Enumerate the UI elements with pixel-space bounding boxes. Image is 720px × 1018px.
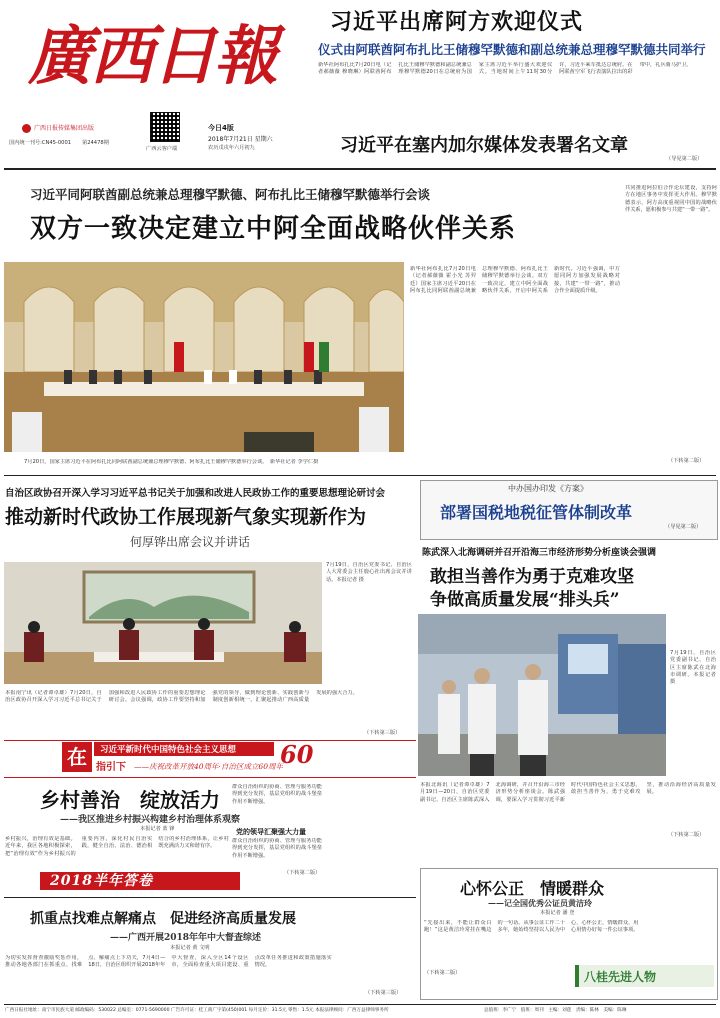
lead-headline: 双方一致决定建立中阿全面战略伙伴关系 [30, 214, 517, 244]
footer-rule [4, 1004, 716, 1005]
top-subhead: 仪式由阿联酋阿布扎比王储穆罕默德和副总统兼总理穆罕默德共同举行 [318, 42, 706, 57]
heart-byline: 本报记者 潘 登 [540, 910, 575, 916]
column-banner-text: 习近平新时代中国特色社会主义思想 [100, 745, 237, 755]
zx-more: （下转第三版） [364, 730, 401, 736]
column-badge: 在 [62, 742, 92, 772]
page-count: 今日4版 [208, 124, 234, 132]
newspaper-logo: 廣西日報 [28, 19, 276, 94]
series-label: 八桂先进人物 [584, 970, 657, 984]
zx-photo [4, 562, 322, 684]
app-label: 广西云客户端 [146, 146, 178, 152]
heart-headline: 心怀公正 情暖群众 [460, 879, 605, 898]
econ-byline: 本报记者 黄 文明 [170, 945, 210, 951]
divider [4, 475, 716, 476]
chen-headline-1: 敢担当善作为勇于克难攻坚 [430, 567, 634, 587]
village-byline: 本报记者 蓝 锋 [140, 826, 175, 832]
divider [4, 168, 716, 170]
chen-body: 本报北海讯（记者谭卓雄）7月19日—20日，自治区党委副书记、自治区主席陈武深入北海调研，并召开沿海三市经济形势分析座谈会。陈武强调，要深入学习贯彻习近平新时代中国特色社会主义思想，敢担当善作为，勇于克难攻坚，推动沿海经济高质量发展。 [420, 782, 716, 803]
heart-subhead: ——记全国优秀公证员黄洁玲 [488, 898, 592, 908]
lead-kicker: 习近平同阿联酋副总统兼总理穆罕默德、阿布扎比王储穆罕默德举行会谈 [30, 187, 431, 202]
lead-side: 共同推进阿拉伯合作论坛建设，支持阿方在地区事务中发挥更大作用。穆罕默德表示，阿方高度重视同中国的战略伙伴关系，愿积极参与共建“一带一路”。 [625, 185, 717, 213]
chen-kicker: 陈武深入北海调研并召开沿海三市经济形势分析座谈会强调 [422, 548, 657, 558]
footer-right: 总值班：李广宁 值班：周刊 主编：刘莲 责编：陈林 美编：陈琳 [484, 1008, 627, 1013]
village-right-more-body: 群众自治组织的协商、管理与服务功能得到充分发挥，基层党组织的战斗堡垒作用不断增强。 [232, 838, 322, 859]
heart-body: “先接出来，不能让群众白跑！”这是黄洁玲常挂在嘴边的一句话。从事公证工作二十多年，她始终坚持以人民为中心，心怀公正，情暖群众，用心用情办好每一件公证事项。 [424, 920, 639, 934]
divider [4, 897, 416, 898]
chen-more: （下转第二版） [668, 832, 705, 838]
econ-headline: 抓重点找难点解痛点 促进经济高质量发展 [30, 911, 296, 927]
village-body: 乡村振兴，治理有效是基础。近年来，我区各地积极探索，把“治理有效”作为乡村振兴的重要内容，深化村民自治实践，健全自治、法治、德治相结合的乡村治理体系，让乡村既充满活力又和谐有序。 [5, 836, 229, 857]
econ-subhead: ——广西开展2018年年中大督查综述 [110, 933, 262, 943]
zx-caption: 7月19日，自治区党委书记、自治区人大常委会主任鹿心社出席会议并讲话。本报记者 摄 [326, 562, 412, 583]
village-more: （下转第二版） [284, 870, 321, 876]
zx-kicker: 自治区政协召开深入学习习近平总书记关于加强和改进人民政协工作的重要思想理论研讨会 [5, 488, 386, 499]
village-right-head: 党的领导汇聚强大力量 [236, 828, 306, 836]
lead-more: （下转第二版） [668, 458, 705, 464]
village-subhead: ——我区推进乡村振兴构建乡村治理体系观察 [60, 815, 241, 825]
econ-more: （下转第三版） [365, 990, 402, 996]
top-body: 新华社阿布扎比7月20日电（记者郝薇薇 穆晓琳）阿联酋阿布扎比王储穆罕默德和副总统兼总理穆罕默德20日在总统府为国家主席习近平举行盛大欢迎仪式。当地时间上午11时30分许，习近平乘车抵达总统府。在阿联酋空军飞行表演队拉出的彩带中，礼兵骑马护卫。 [318, 62, 692, 76]
anniversary-logo: 60 [280, 740, 314, 769]
village-right-body: 群众自治组织的协商、管理与服务功能得到充分发挥，基层党组织的战斗堡垒作用不断增强。 [232, 784, 322, 805]
tax-kicker: 中办国办印发《方案》 [508, 484, 588, 493]
footer-text: 广西日报社地址：南宁市民族大道 邮政编码：530022 总编室：0771-5690000 广告许可证：桂工商广字第(450)001 每月定价：31.5元 零售：1.5元 本报法律顾问：广西万益律师事务所 [5, 1008, 389, 1013]
econ-body: 为切实发挥督查激励奖惩作用，推动各地各部门在抓重点、找难点、解痛点上下功夫，7月4日—18日，自治区组织开展2018年年中大督查，深入全区14个设区市，全面检查重大项目建设、重点改革任务推进和政策措施落实情况。 [5, 955, 332, 969]
lunar-date: 农历戊戌年六月初九 [208, 145, 255, 151]
cn-number: 国内统一刊号:CN45-0001 [9, 140, 72, 146]
publisher-name: 广西日报传媒集团出版 [34, 125, 95, 132]
second-note: （导见第二版） [666, 156, 703, 162]
lead-body: 新华社阿布扎比7月20日电（记者郝薇薇 霍小光 苏羿廷）国家主席习近平20日在阿布扎比同阿联酋副总统兼总理穆罕默德、阿布扎比王储穆罕默德举行会谈。双方一致决定，建立中阿全面战略伙伴关系，开启中阿关系新时代。习近平强调，中方愿同阿方加强发展战略对接，共建“一带一路”，推动合作全面提质升级。 [410, 266, 620, 294]
heart-more: （下转第二版） [424, 970, 461, 976]
zx-headline: 推动新时代政协工作展现新气象实现新作为 [5, 506, 367, 528]
issue-number: 第24478期 [82, 140, 109, 146]
column-slogan: ——庆祝改革开放40周年·自治区成立60周年 [134, 762, 283, 771]
half-year-title: 2018半年答卷 [50, 873, 153, 889]
top-headline: 习近平出席阿方欢迎仪式 [330, 9, 584, 35]
chen-photo [418, 614, 666, 776]
issue-date: 2018年7月21日 星期六 [208, 136, 273, 143]
zx-body: 本报南宁讯（记者谭卓雄）7月20日，自治区政协召开深入学习习近平总书记关于加强和改进人民政协工作的重要思想理论研讨会。会议强调，政协工作要坚持和加强党的领导，做到理论创新、实践创新与制度创新相统一，汇聚起推动广西高质量发展的强大合力。 [5, 690, 358, 704]
tax-headline: 部署国税地税征管体制改革 [440, 503, 633, 522]
column-sub: 指引下 [96, 762, 126, 773]
qr-code-icon [150, 112, 180, 142]
chen-caption: 7月19日，自治区党委副书记、自治区主席陈武在北海市调研。本报记者 摄 [670, 650, 716, 686]
lead-photo [4, 262, 404, 452]
masthead [0, 0, 310, 165]
chen-headline-2: 争做高质量发展“排头兵” [430, 590, 620, 610]
lead-caption: 7月20日，国家主席习近平在阿布扎比同阿联酋副总统兼总理穆罕默德、阿布扎比王储穆罕默德举行会谈。 新华社记者 李学仁摄 [24, 459, 319, 465]
zx-subhead: 何厚铧出席会议并讲话 [130, 535, 251, 549]
tax-note: （导见第二版） [665, 524, 702, 530]
second-headline: 习近平在塞内加尔媒体发表署名文章 [340, 135, 628, 156]
publisher-logo-icon [22, 124, 31, 133]
village-headline: 乡村善治 绽放活力 [40, 788, 220, 812]
